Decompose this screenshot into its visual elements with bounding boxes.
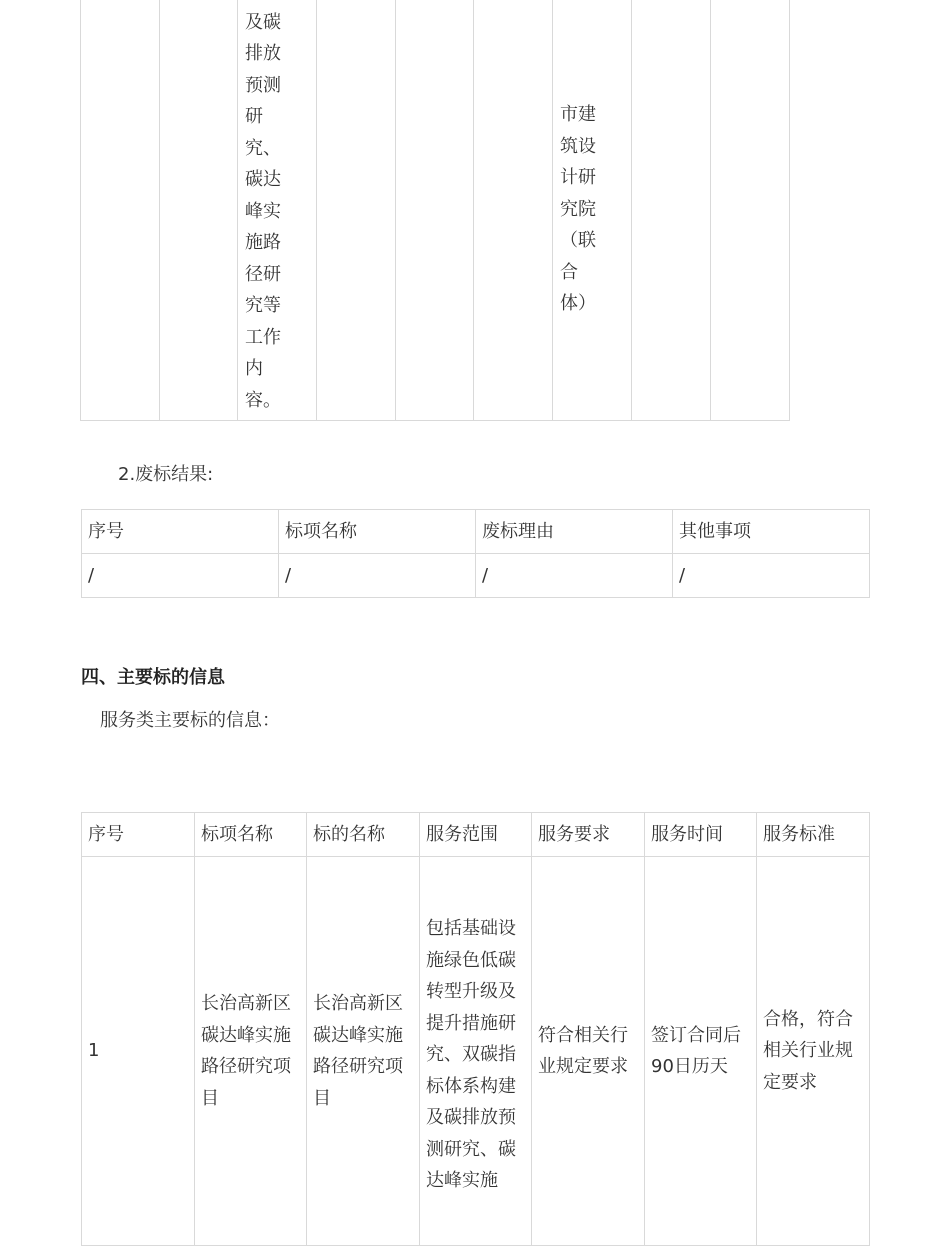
- cell-no: /: [82, 554, 279, 598]
- main-subject-table: [81, 812, 870, 1246]
- header-subject-name: 标的名称: [307, 813, 420, 857]
- cell: [396, 0, 474, 421]
- cell: [632, 0, 711, 421]
- cell: [160, 0, 238, 421]
- header-other-matters: 其他事项: [673, 510, 870, 554]
- header-no: 序号: [82, 813, 195, 857]
- header-item-name: 标项名称: [195, 813, 307, 857]
- service-scope-cell: [238, 0, 317, 421]
- cell-service-standard: 合格，符合相关行业规定要求: [757, 857, 870, 1246]
- table-header-row: [82, 510, 870, 554]
- table-header-row: [82, 813, 870, 857]
- header-item-name: 标项名称: [279, 510, 476, 554]
- header-service-scope: 服务范围: [420, 813, 532, 857]
- cell-no: 1: [82, 857, 195, 1246]
- service-scope-text: 及碳 排放 预测 研 究、 碳达 峰实 施路 径研 究等 工作 内 容。: [245, 11, 281, 411]
- header-service-time: 服务时间: [645, 813, 757, 857]
- void-result-title: 2.废标结果:: [118, 464, 214, 485]
- header-void-reason: 废标理由: [476, 510, 673, 554]
- cell: [317, 0, 396, 421]
- cell-item-name: /: [279, 554, 476, 598]
- cell: [81, 0, 160, 421]
- void-result-table: [81, 509, 870, 598]
- table-row: [82, 554, 870, 598]
- header-no: 序号: [82, 510, 279, 554]
- cell: [474, 0, 553, 421]
- continued-row: [81, 0, 870, 421]
- cell-service-scope: 包括基础设施绿色低碳转型升级及提升措施研究、双碳指标体系构建及碳排放预测研究、碳达峰实施: [420, 857, 532, 1246]
- header-service-standard: 服务标准: [757, 813, 870, 857]
- table-row: [82, 857, 870, 1246]
- cell-item-name: 长治高新区碳达峰实施路径研究项目: [195, 857, 307, 1246]
- header-service-requirement: 服务要求: [532, 813, 645, 857]
- cell-subject-name: 长治高新区碳达峰实施路径研究项目: [307, 857, 420, 1246]
- cell-void-reason: /: [476, 554, 673, 598]
- cell-service-requirement: 符合相关行业规定要求: [532, 857, 645, 1246]
- cell: [711, 0, 790, 421]
- cell-service-time: 签订合同后90日历天: [645, 857, 757, 1246]
- section-subheading: 服务类主要标的信息：: [100, 710, 280, 731]
- supplier-name-text: 市建 筑设 计研 究院 （联 合 体）: [560, 104, 596, 315]
- cell-other-matters: /: [673, 554, 870, 598]
- section-heading: 四、主要标的信息: [81, 667, 225, 688]
- supplier-cell: [553, 0, 632, 421]
- continued-result-table: [80, 0, 870, 421]
